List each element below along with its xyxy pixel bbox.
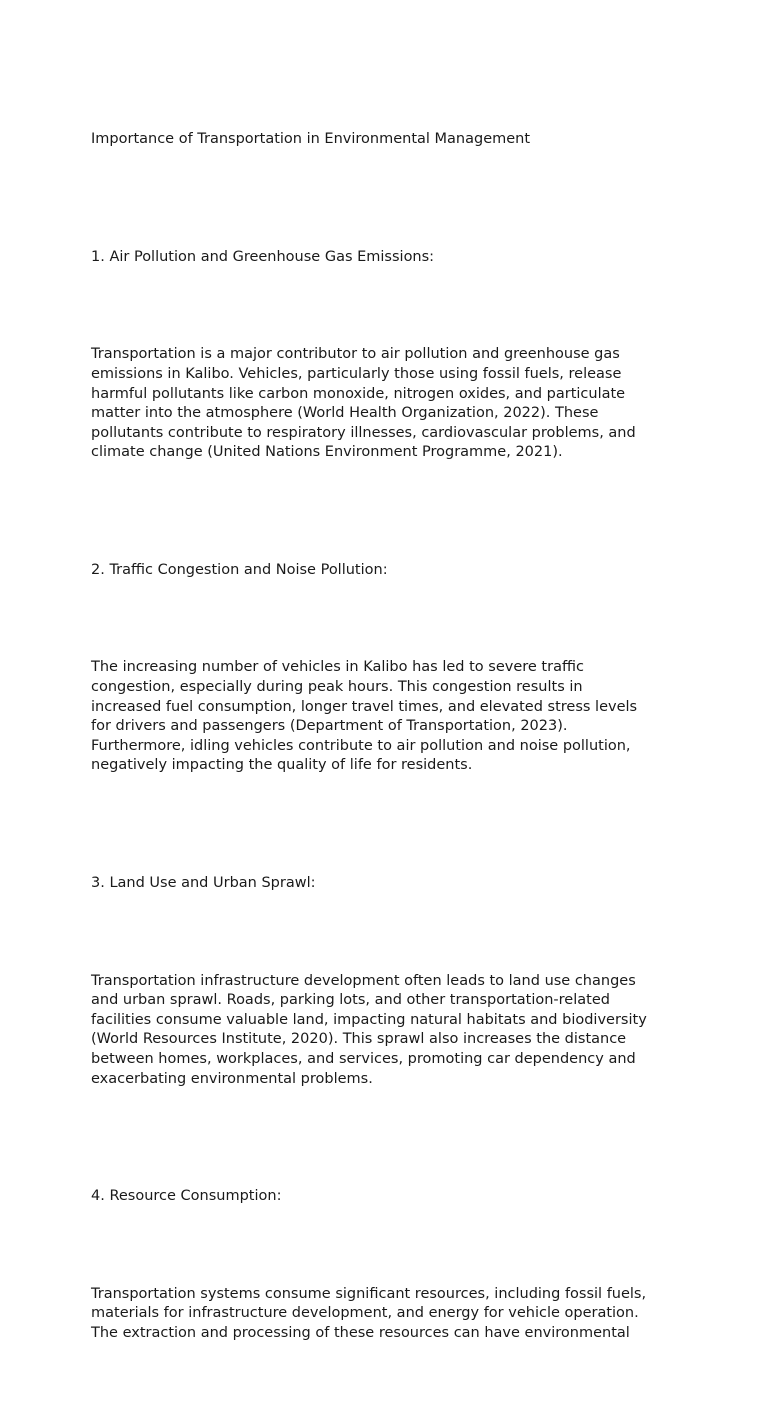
section-heading: 4. Resource Consumption: bbox=[91, 1187, 282, 1204]
section-paragraph: The increasing number of vehicles in Kalibo has led to severe traffic congestion, especially during peak hours. This congestion results in increased fuel consumption, longer travel times, and elevated stress levels for drivers and passengers (Department of Transportation, 2023). Furthermore, idling vehicles contribute to air pollution and noise pollution, negatively impacting the quality of life for residents. bbox=[91, 659, 638, 774]
section-paragraph: Transportation is a major contributor to air pollution and greenhouse gas emissions in Kalibo. Vehicles, particularly those using fossil fuels, release harmful pollutants like carbon monoxide, nitrogen oxides, and particulate matter into the atmosphere (World Health Organization, 2022). These pollutants contribute to respiratory illnesses, cardiovascular problems, and climate change (United Nations Environment Programme, 2021). bbox=[91, 346, 636, 461]
section-heading: 3. Land Use and Urban Sprawl: bbox=[91, 874, 316, 891]
document-body bbox=[91, 91, 691, 1422]
section-heading: 1. Air Pollution and Greenhouse Gas Emissions: bbox=[91, 248, 435, 265]
section-paragraph: Transportation systems consume significant resources, including fossil fuels, materials for infrastructure development, and energy for vehicle operation. The extraction and processing of these resources can have environmental bbox=[91, 1285, 647, 1341]
document-title: Importance of Transportation in Environmental Management bbox=[91, 131, 531, 148]
section-heading: 2. Traffic Congestion and Noise Pollution: bbox=[91, 561, 388, 578]
section-paragraph: Transportation infrastructure development often leads to land use changes and urban sprawl. Roads, parking lots, and other transportation-related facilities consume valuable land, impacting natural habitats and biodiversity (World Resources Institute, 2020). This sprawl also increases the distance between homes, workplaces, and services, promoting car dependency and exacerbating environmental problems. bbox=[91, 972, 647, 1087]
